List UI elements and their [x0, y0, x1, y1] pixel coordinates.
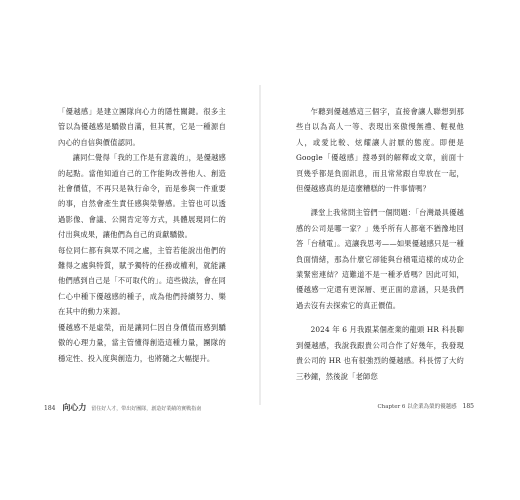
left-paragraph-1: 「優越感」是建立團隊向心力的隱性關鍵。很多主管以為優越感是驕傲自滿，但其實，它是一種源自內心的自信與價值認同。	[58, 107, 226, 147]
right-page	[296, 104, 464, 393]
right-paragraph-3: 2024 年 6 月我跟某個產業的龍頭 HR 科長聊到優越感，我說我跟貴公司合作了好幾年，我發現貴公司的 HR 也有很強烈的優越感。科長愣了大約三秒鐘，然後說「老師您	[296, 325, 464, 381]
left-paragraph-2: 讓同仁覺得「我的工作是有意義的」，是優越感的起點。當他知道自己的工作能夠改善他人、創造社會價值，不再只是執行命令，而是參與一件重要的事，自然會產生責任感與榮譽感。主管也可以透過影像、會議、公開肯定等方式，具體展現同仁的付出與成果，讓他們為自己的貢獻驕傲。	[58, 153, 226, 240]
book-subtitle: 留住好人才，带出好團隊，創造好業績的實戰指南	[91, 406, 202, 412]
page-gutter	[259, 85, 261, 405]
left-page	[58, 104, 226, 366]
chapter-heading: Chapter 6 以企業為榮的優越感	[377, 404, 457, 410]
right-page-footer	[377, 402, 474, 410]
left-paragraph-3: 每位同仁都有與眾不同之處，主管若能說出他們的難得之處與特質，賦予獨特的任務或權利，就能讓他們感到自己是「不可取代的」。這些做法，會在同仁心中種下優越感的種子，成為他們持續努力、樂在其中的動力來源。	[58, 245, 226, 317]
right-paragraph-2: 課堂上我常問主管們一個問題：「台灣最具優越感的公司是哪一家？」幾乎所有人都毫不猶豫地回答「台積電」。這讓我思考——如果優越感只是一種負面情緒，那為什麼它卻能與台積電這樣的成功企業緊密連結？這難道不是一種矛盾嗎？因此可知，優越感一定還有更深層、更正面的意涵，只是我們過去沒有去探索它的真正價值。	[296, 208, 464, 310]
left-paragraph-4: 優越感不是虛榮，而是讓同仁因自身價值而感到驕傲的心理力量，當主管懂得創造這種力量，團隊的穩定性、投入度與創造力，也將隨之大幅提升。	[58, 322, 226, 363]
book-title: 向心力	[62, 402, 87, 412]
left-page-number: 184	[44, 405, 56, 412]
left-page-footer	[44, 402, 201, 413]
right-page-number: 185	[462, 403, 474, 410]
right-paragraph-1: 乍聽到優越感這三個字，直接會讓人聯想到那些自以為高人一等、表現出來傲慢無禮、輕視他人，或愛比較、炫耀讓人討厭的態度。即便是 Google「優越感」搜尋到的解釋或文章，前面十頁幾乎都是負面訊息，而且常常跟自卑放在一起，但優越感真的是這麼糟糕的一件事情嗎？	[296, 107, 464, 194]
